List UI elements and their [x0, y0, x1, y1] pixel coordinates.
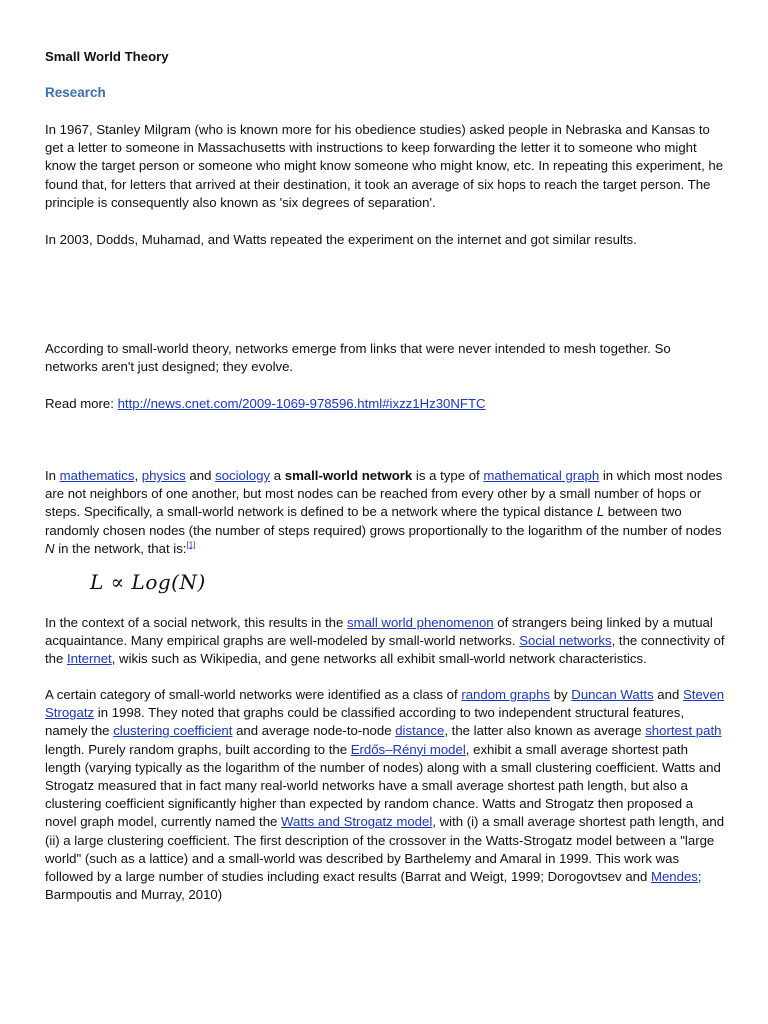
link-mathematics[interactable]: mathematics: [59, 468, 135, 483]
text-run: ; Barmpoutis and Murray, 2010): [45, 869, 702, 903]
link-clustering-coefficient[interactable]: clustering coefficient: [113, 723, 233, 739]
paragraph-definition: [45, 467, 725, 558]
formula-l-proportional-log-n: [90, 570, 206, 594]
paragraph-social-context: [45, 614, 725, 669]
variable-l: L: [596, 504, 605, 520]
link-small-world-phenomenon[interactable]: small world phenomenon: [347, 615, 494, 630]
text-run: and: [185, 468, 216, 483]
section-heading-research: Research: [45, 85, 106, 100]
link-sociology[interactable]: sociology: [215, 468, 271, 483]
read-more-label: Read more:: [45, 396, 118, 411]
read-more-link[interactable]: http://news.cnet.com/2009-1069-978596.html#ixzz1Hz30NFTC: [117, 396, 486, 411]
variable-n: N: [45, 540, 55, 556]
text-run: In: [45, 468, 60, 483]
paragraph-small-world-theory: According to small-world theory, networks emerge from links that were never intended to mesh together. So networks aren't just designed; they evolve.: [45, 341, 671, 375]
text-run: is a type of: [412, 468, 484, 483]
text-run: in the network, that is:: [54, 540, 187, 556]
term-small-world-network: small-world network: [284, 468, 413, 483]
paragraph-dodds: In 2003, Dodds, Muhamad, and Watts repeated the experiment on the internet and got similar results.: [45, 232, 637, 247]
text-run: in 1998. They noted that graphs could be classified according to two independent structural features, namely the: [45, 705, 685, 739]
formula-rhs: Log(N): [131, 570, 206, 594]
document-title: Small World Theory: [45, 49, 169, 64]
link-erdos-renyi-model[interactable]: Erdős–Rényi model: [350, 741, 466, 757]
text-run: , with (i) a small average shortest path length, and (ii) a large clustering coefficient. The first description of the crossover in the Watts-Strogatz model between a "large world" (such as a lattice) and a small-world was described by Barthelemy and Amaral in 1999. This work was followed by a large number of studies including exact results (Barrat and Weigt, 1999; Dorogovtsev and: [45, 814, 725, 885]
link-mathematical-graph[interactable]: mathematical graph: [483, 468, 600, 483]
citation-1-link[interactable]: [1]: [186, 540, 196, 550]
text-run: , the connectivity of the: [45, 633, 725, 667]
text-run: , exhibit a small average shortest path length (varying typically as the logarithm of the number of nodes) along with a small clustering coefficient. Watts and Strogatz measured that in fact many real-world networks have a small average shortest path length, but also a clustering coefficient significantly higher than expected by random chance. Watts and Strogatz then proposed a novel graph model, currently named the: [45, 741, 721, 830]
proportional-symbol: ∝: [110, 570, 125, 594]
text-run: between two randomly chosen nodes (the number of steps required) grows proportionally to the logarithm of the number of nodes: [45, 504, 722, 538]
link-watts-strogatz-model[interactable]: Watts and Strogatz model: [281, 814, 433, 830]
link-physics[interactable]: physics: [141, 468, 186, 483]
text-run: length. Purely random graphs, built according to the: [45, 741, 351, 757]
link-distance[interactable]: distance: [395, 723, 445, 739]
link-duncan-watts[interactable]: Duncan Watts: [571, 687, 654, 702]
read-more-line: [45, 395, 725, 413]
text-run: , the latter also known as average: [444, 723, 646, 739]
paragraph-watts-strogatz: [45, 686, 725, 904]
text-run: in which most nodes are not neighbors of one another, but most nodes can be reached from every other by a small number of hops or steps. Specifically, a small-world network is defined to be a network where the typical distance: [45, 468, 723, 520]
text-run: a: [270, 468, 285, 483]
link-internet[interactable]: Internet: [67, 651, 112, 667]
formula-lhs: L: [90, 570, 104, 594]
text-run: A certain category of small-world networks were identified as a class of: [45, 687, 462, 702]
text-run: In the context of a social network, this results in the: [45, 615, 347, 630]
paragraph-milgram: In 1967, Stanley Milgram (who is known more for his obedience studies) asked people in Nebraska and Kansas to get a letter to someone in Massachusetts with instructions to keep forwarding the letter it to someone who might know the target person or someone who might know someone who might know, etc. In repeating this experiment, he found that, for letters that arrived at their destination, it took an average of six hops to reach the target person. The principle is consequently also known as 'six degrees of separation'.: [45, 122, 724, 210]
link-random-graphs[interactable]: random graphs: [461, 687, 551, 702]
text-run: and: [653, 687, 683, 702]
text-run: ,: [134, 468, 142, 483]
link-social-networks[interactable]: Social networks: [519, 633, 612, 649]
text-run: by: [550, 687, 572, 702]
text-run: , wikis such as Wikipedia, and gene networks all exhibit small-world network characteristics.: [111, 651, 647, 667]
link-steven-strogatz[interactable]: Steven Strogatz: [45, 687, 725, 721]
link-shortest-path[interactable]: shortest path: [645, 723, 722, 739]
text-run: and average node-to-node: [232, 723, 396, 739]
link-mendes[interactable]: Mendes: [650, 869, 698, 885]
text-run: of strangers being linked by a mutual acquaintance. Many empirical graphs are well-modeled by small-world networks.: [45, 615, 713, 649]
